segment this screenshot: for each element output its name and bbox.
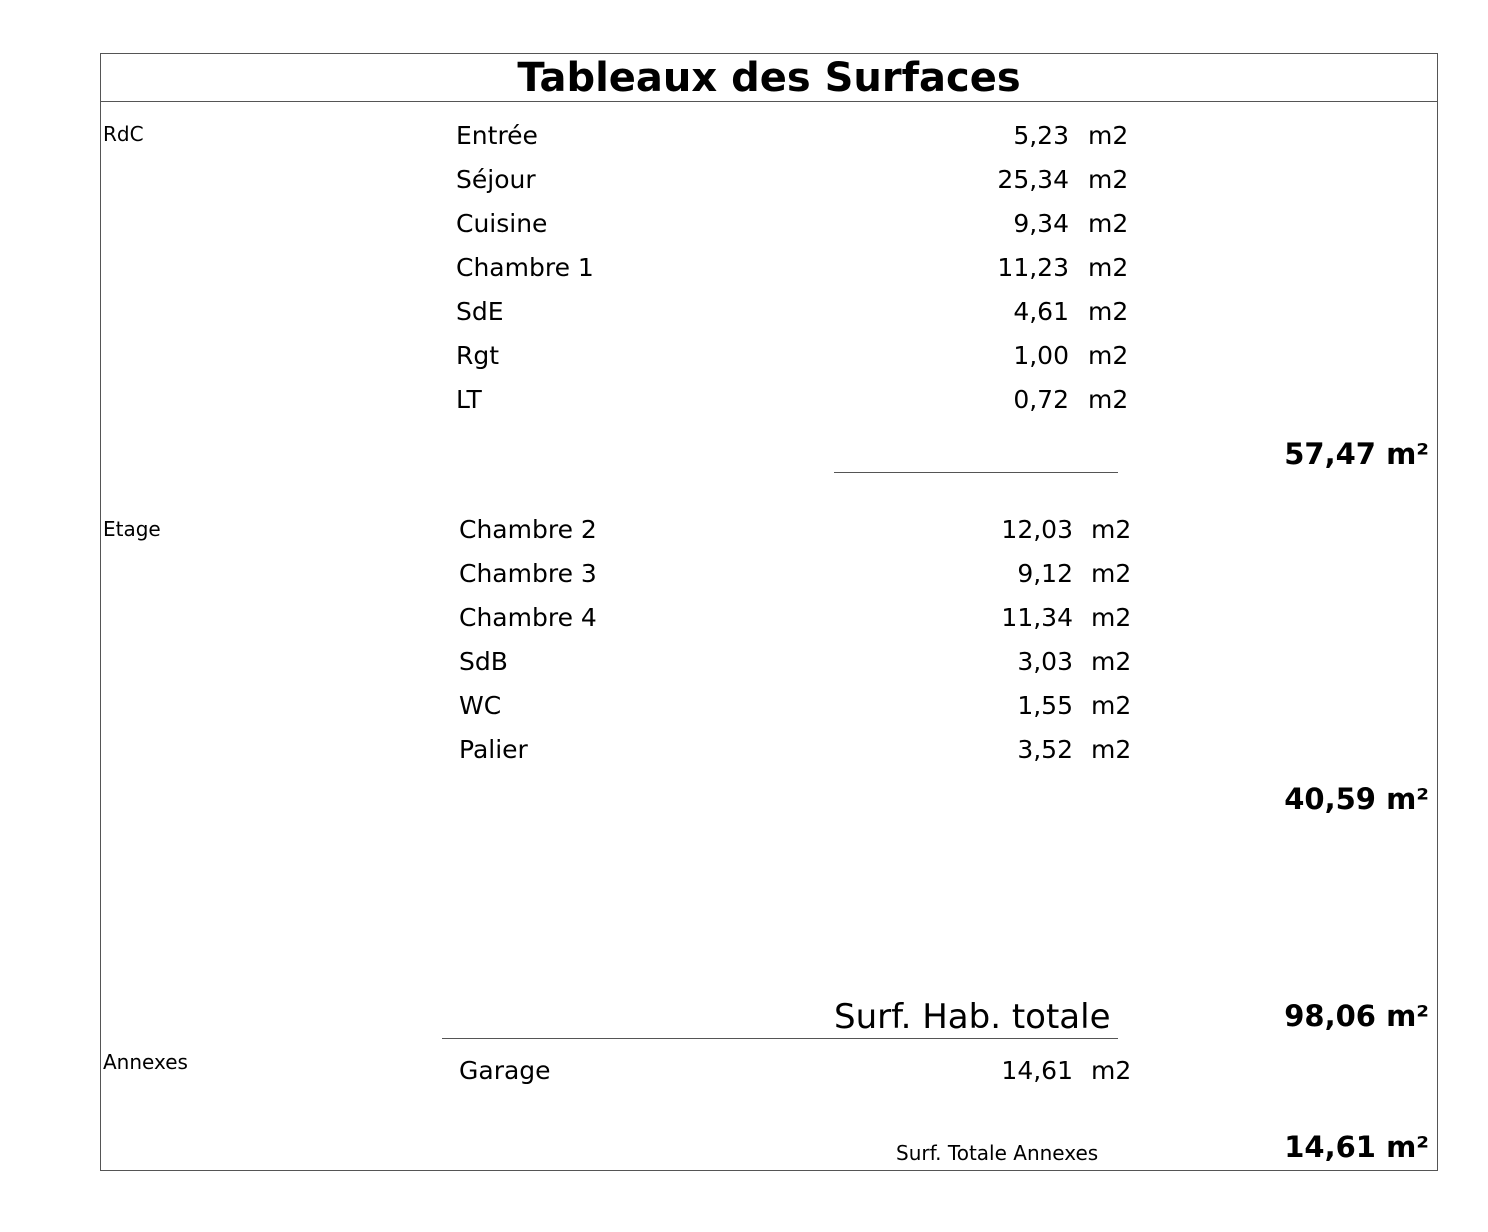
habitable-total-rule [442, 1038, 1118, 1039]
room-unit: m2 [1088, 341, 1129, 370]
room-name: Entrée [456, 121, 538, 150]
subtotal-rule [834, 472, 1118, 473]
room-area: 5,23 [1013, 121, 1069, 150]
annexes-total-value: 14,61 m² [1284, 1130, 1429, 1164]
subtotal-rdc: 57,47 m² [1284, 437, 1429, 471]
room-unit: m2 [1091, 1056, 1132, 1085]
room-area: 25,34 [997, 165, 1069, 194]
room-name: Cuisine [456, 209, 548, 238]
room-area: 0,72 [1013, 385, 1069, 414]
annexes-total-label: Surf. Totale Annexes [896, 1141, 1099, 1165]
room-unit: m2 [1091, 559, 1132, 588]
room-unit: m2 [1091, 515, 1132, 544]
room-name: Chambre 3 [459, 559, 597, 588]
level-label-annexes: Annexes [103, 1050, 188, 1074]
room-name: WC [459, 691, 502, 720]
room-area: 3,52 [1017, 735, 1073, 764]
room-unit: m2 [1091, 647, 1132, 676]
room-area: 14,61 [1001, 1056, 1073, 1085]
room-name: SdE [456, 297, 504, 326]
table-title: Tableaux des Surfaces [101, 54, 1437, 102]
habitable-total-label: Surf. Hab. totale [834, 997, 1111, 1037]
room-unit: m2 [1091, 603, 1132, 632]
room-unit: m2 [1088, 121, 1129, 150]
room-area: 9,12 [1017, 559, 1073, 588]
room-area: 9,34 [1013, 209, 1069, 238]
room-area: 1,55 [1017, 691, 1073, 720]
room-unit: m2 [1088, 253, 1129, 282]
room-area: 3,03 [1017, 647, 1073, 676]
room-name: Séjour [456, 165, 536, 194]
habitable-total-value: 98,06 m² [1284, 999, 1429, 1033]
room-area: 1,00 [1013, 341, 1069, 370]
room-unit: m2 [1088, 297, 1129, 326]
room-name: SdB [459, 647, 508, 676]
level-label-etage: Etage [103, 517, 161, 541]
level-label-rdc: RdC [103, 122, 144, 146]
room-name: Palier [459, 735, 528, 764]
room-name: LT [456, 385, 482, 414]
room-name: Chambre 1 [456, 253, 594, 282]
room-unit: m2 [1088, 165, 1129, 194]
surface-table-sheet [100, 53, 1438, 1171]
room-name: Rgt [456, 341, 500, 370]
room-area: 11,34 [1001, 603, 1073, 632]
room-unit: m2 [1088, 385, 1129, 414]
room-area: 12,03 [1001, 515, 1073, 544]
room-name: Garage [459, 1056, 551, 1085]
room-unit: m2 [1091, 735, 1132, 764]
room-name: Chambre 2 [459, 515, 597, 544]
room-name: Chambre 4 [459, 603, 597, 632]
room-unit: m2 [1091, 691, 1132, 720]
room-area: 4,61 [1013, 297, 1069, 326]
room-area: 11,23 [997, 253, 1069, 282]
subtotal-etage: 40,59 m² [1284, 782, 1429, 816]
room-unit: m2 [1088, 209, 1129, 238]
